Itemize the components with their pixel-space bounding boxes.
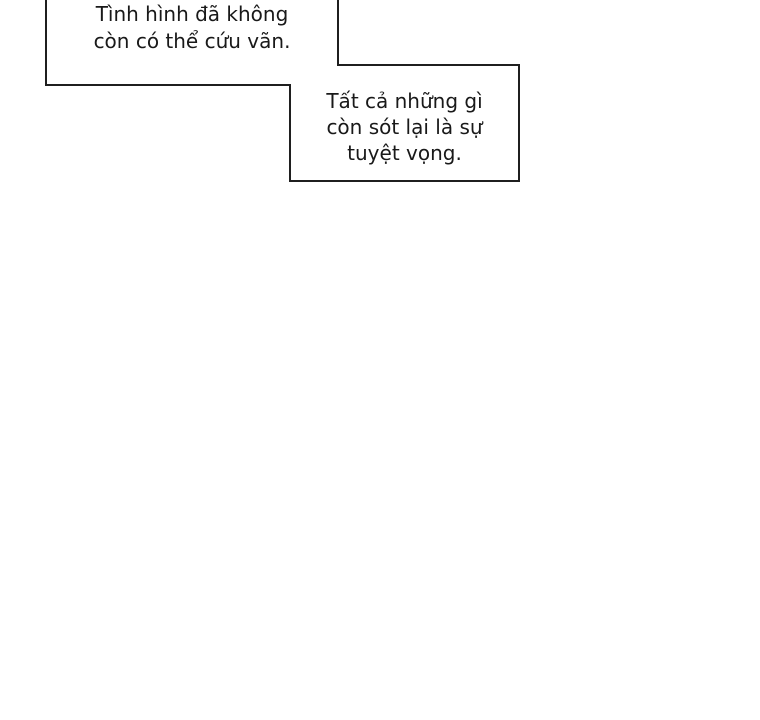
caption-text-line: còn có thể cứu vãn. (93, 29, 291, 53)
caption-text-line: tuyệt vọng. (347, 141, 462, 165)
caption-boxes-overlap-patch (291, 66, 339, 86)
caption-text-line: Tất cả những gì (326, 89, 483, 113)
caption-text-line: còn sót lại là sự (326, 115, 483, 139)
caption-text-line: Tình hình đã không (95, 2, 289, 26)
